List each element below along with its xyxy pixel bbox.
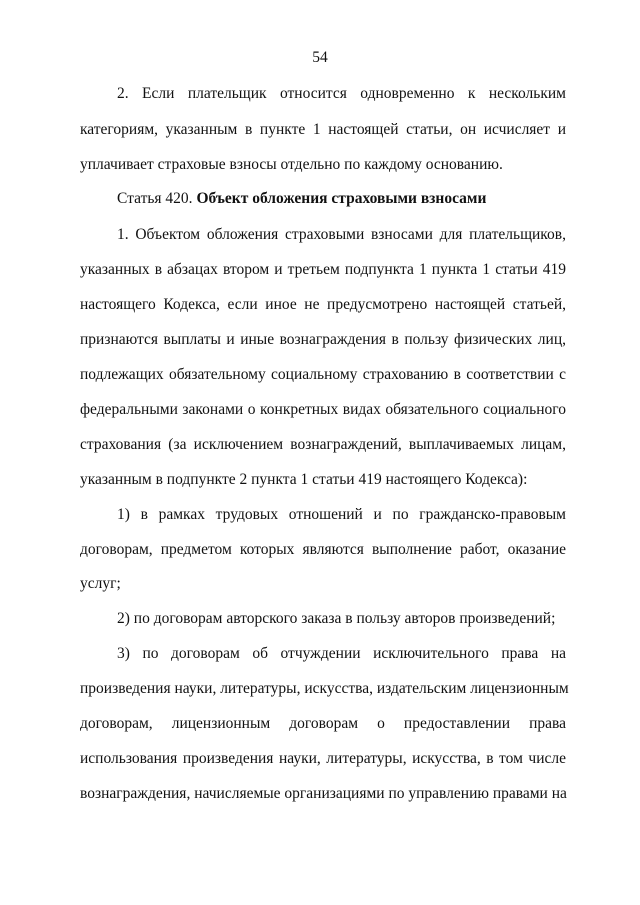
article-heading xyxy=(117,190,566,208)
text-line: признаются выплаты и иные вознаграждения в пользу физических лиц, xyxy=(80,331,566,348)
text-line: категориям, указанным в пункте 1 настоящей статьи, он исчисляет и xyxy=(80,121,566,138)
text-line: услуг; xyxy=(80,575,121,592)
text-line: указанным в подпункте 2 пункта 1 статьи 419 настоящего Кодекса): xyxy=(80,471,528,488)
text-line: федеральными законами о конкретных видах обязательного социального xyxy=(80,401,566,418)
article-title: Объект обложения страховыми взносами xyxy=(196,190,487,207)
text-line: договорам, предметом которых являются выполнение работ, оказание xyxy=(80,541,566,558)
text-line: 2. Если плательщик относится одновременно к нескольким xyxy=(117,85,566,102)
text-line: настоящего Кодекса, если иное не предусмотрено настоящей статьей, xyxy=(80,296,566,313)
text-line: указанных в абзацах втором и третьем подпункта 1 пункта 1 статьи 419 xyxy=(80,261,566,278)
text-line: вознаграждения, начисляемые организациями по управлению правами на xyxy=(80,785,567,802)
text-line: подлежащих обязательному социальному страхованию в соответствии с xyxy=(80,366,566,383)
text-line: договорам, лицензионным договорам о предоставлении права xyxy=(80,715,566,732)
text-line: 3) по договорам об отчуждении исключительного права на xyxy=(117,645,566,662)
article-label: Статья 420. xyxy=(117,190,193,207)
text-line: использования произведения науки, литературы, искусства, в том числе xyxy=(80,750,566,767)
text-line: 1. Объектом обложения страховыми взносами для плательщиков, xyxy=(117,226,566,243)
text-line: страхования (за исключением вознаграждений, выплачиваемых лицам, xyxy=(80,436,566,453)
text-line: 1) в рамках трудовых отношений и по гражданско-правовым xyxy=(117,506,566,523)
page-number: 54 xyxy=(312,49,328,66)
text-line: уплачивает страховые взносы отдельно по каждому основанию. xyxy=(80,156,503,173)
text-line: 2) по договорам авторского заказа в пользу авторов произведений; xyxy=(117,610,556,627)
text-line: произведения науки, литературы, искусства, издательским лицензионным xyxy=(80,680,569,697)
